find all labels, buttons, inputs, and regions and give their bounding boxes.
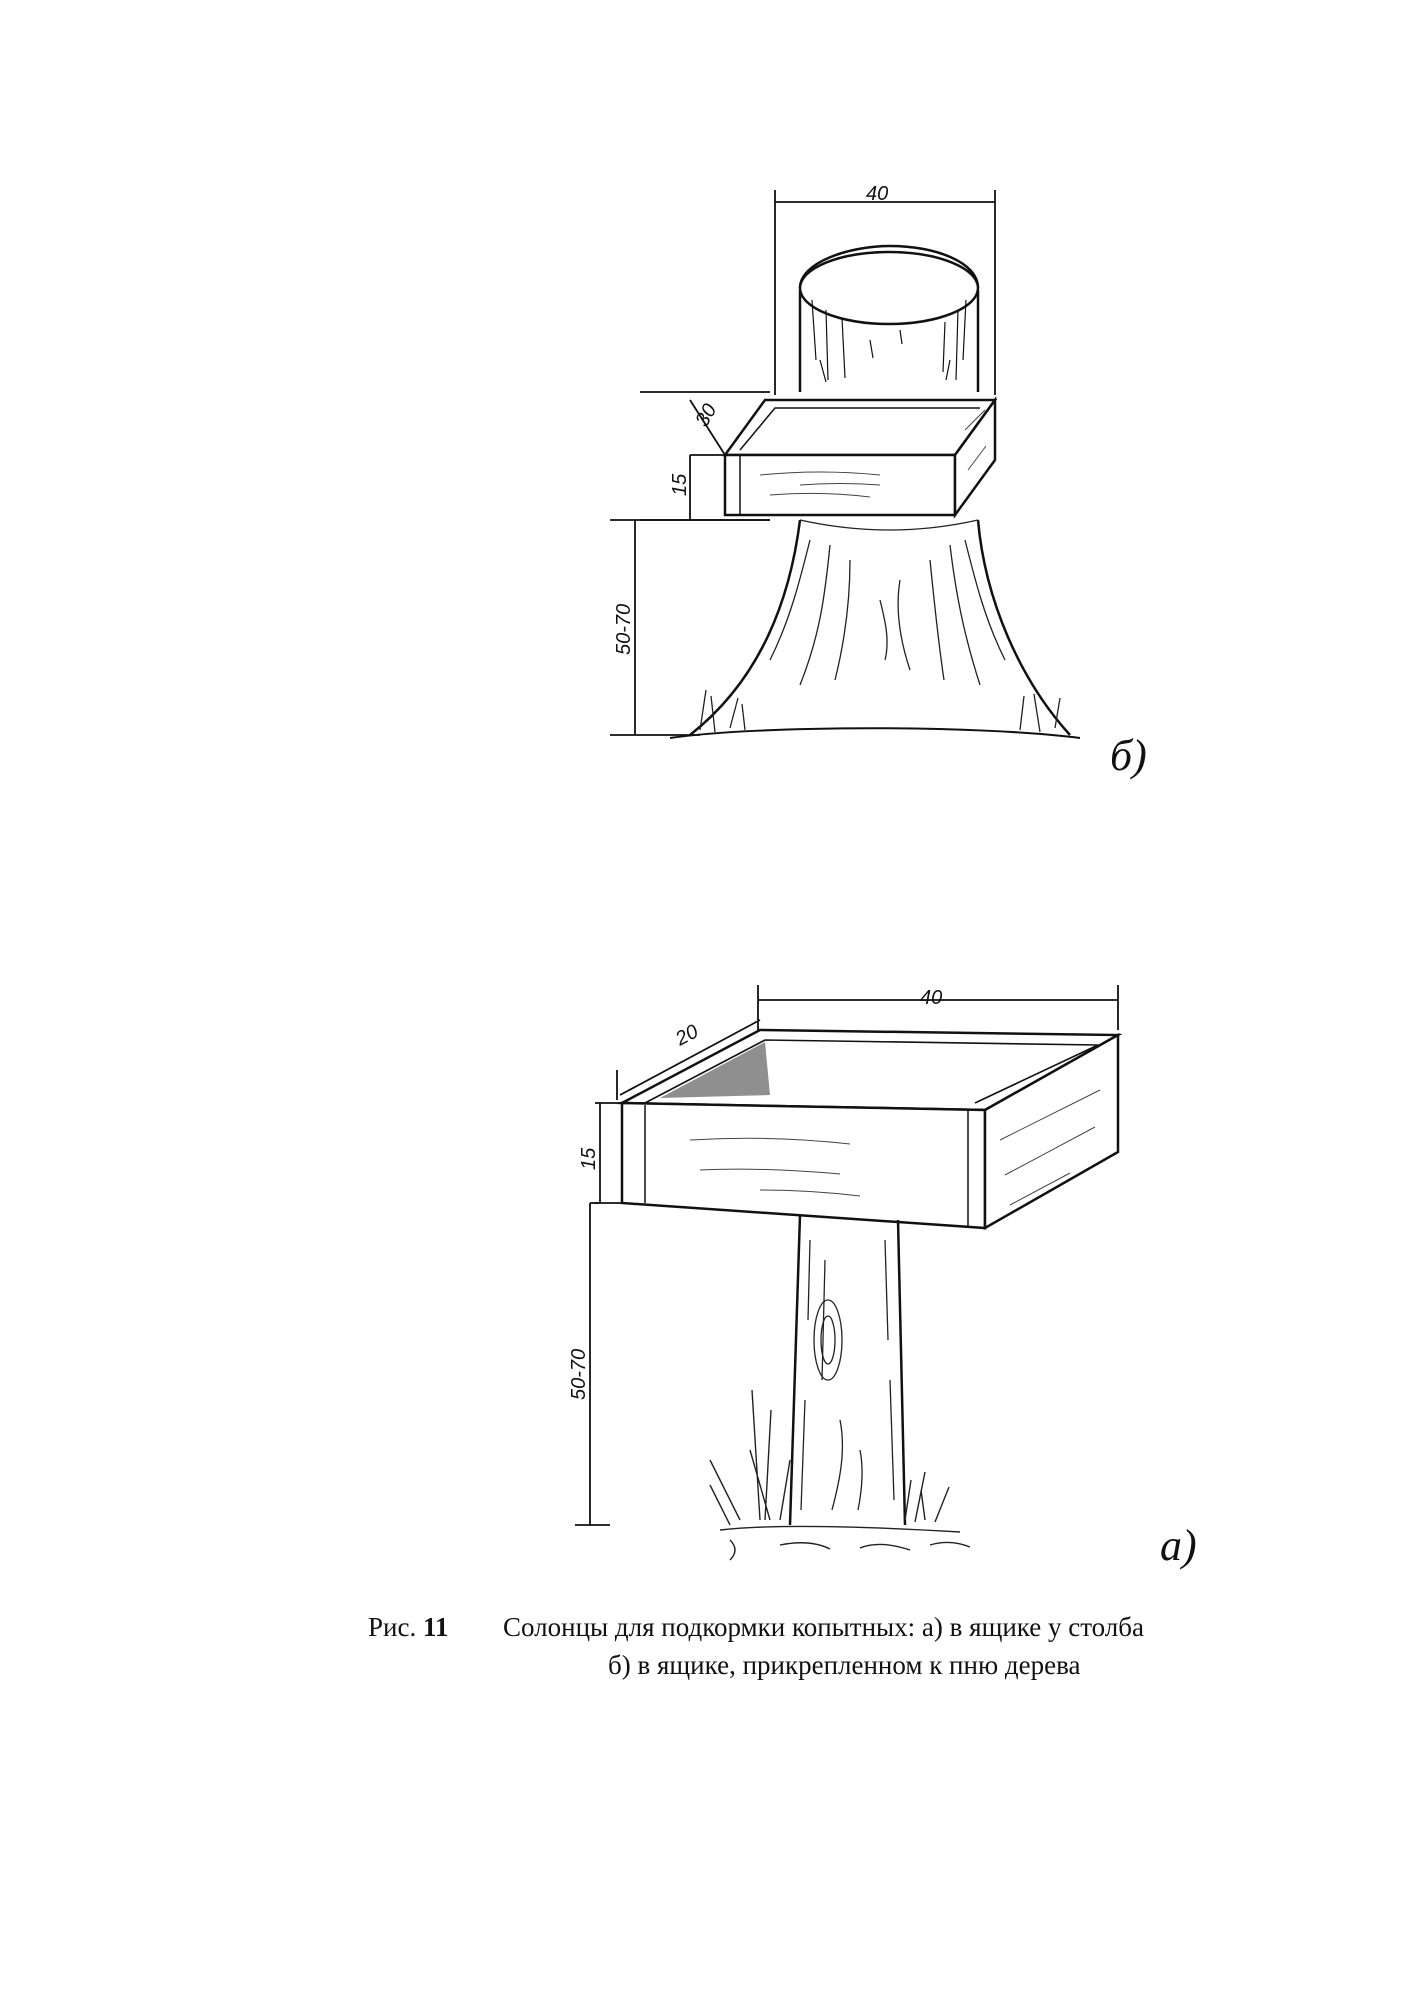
figure-b-dim-width: 40 [866, 183, 889, 205]
figure-b-dim-mount-height: 50-70 [613, 603, 635, 655]
figure-b-dim-box-depth: 30 [691, 400, 722, 431]
figure-b-dim-box-height: 15 [669, 473, 691, 496]
caption-line-2: б) в ящике, прикрепленном к пню дерева [608, 1650, 1081, 1680]
figure-caption [368, 1608, 1328, 1684]
caption-line-1: Солонцы для подкормки копытных: а) в ящике у столба [503, 1612, 1144, 1642]
figure-a-dim-box-height: 15 [578, 1147, 600, 1170]
figure-a-dim-post-height: 50-70 [568, 1348, 590, 1400]
caption-fig-prefix: Рис. 11 [368, 1612, 449, 1642]
figure-a-label: а) [1160, 1521, 1197, 1570]
caption-fig-number: 11 [422, 1612, 449, 1642]
figure-b-stump-box [610, 190, 1080, 738]
figure-a-dim-depth: 20 [672, 1020, 702, 1051]
figure-b-label: б) [1110, 731, 1147, 780]
figure-a-post-box [575, 985, 1118, 1560]
figure-a-dim-width: 40 [920, 987, 943, 1009]
